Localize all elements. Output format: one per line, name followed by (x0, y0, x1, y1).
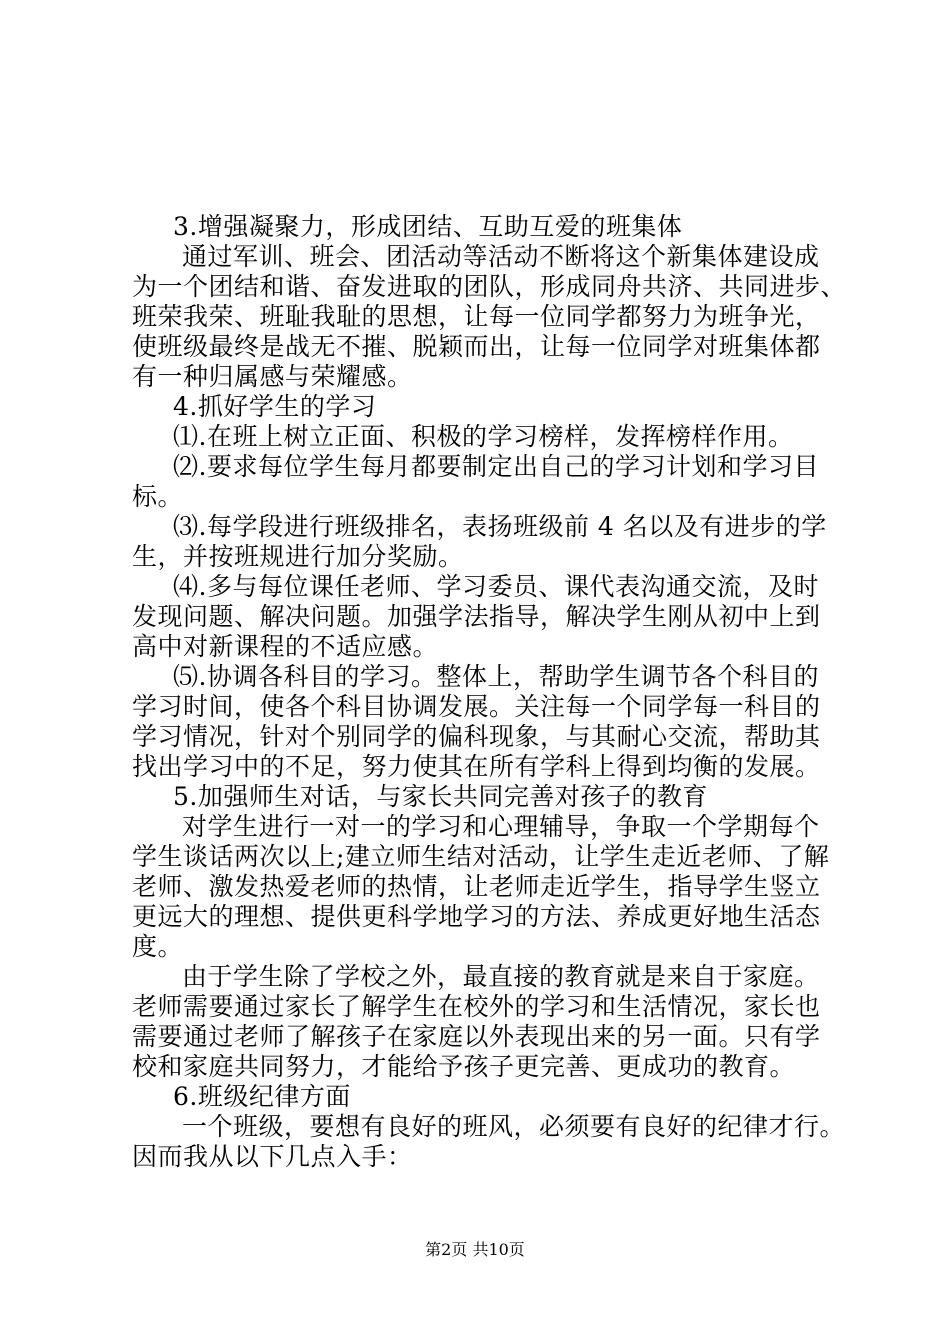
paragraph-line: 使班级最终是战无不摧、脱颖而出，让每一位同学对班集体都 (132, 332, 821, 361)
paragraph-line: 老师需要通过家长了解学生在校外的学习和生活情况，家长也 (132, 992, 821, 1021)
paragraph-line: 为一个团结和谐、奋发进取的团队，形成同舟共济、共同进步、 (132, 272, 847, 301)
paragraph-line: 由于学生除了学校之外，最直接的教育就是来自于家庭。 (182, 962, 820, 991)
list-item-3: ⑶.每学段进行班级排名，表扬班级前 4 名以及有进步的学 (173, 512, 827, 541)
paragraph-line: 更远大的理想、提供更科学地学习的方法、养成更好地生活态 (132, 902, 821, 931)
paragraph-line: 校和家庭共同努力，才能给予孩子更完善、更成功的教育。 (132, 1052, 796, 1081)
paragraph-line: 发现问题、解决问题。加强学法指导，解决学生刚从初中上到 (132, 602, 821, 631)
paragraph-line: 度。 (132, 932, 184, 961)
list-item-2: ⑵.要求每位学生每月都要制定出自己的学习计划和学习目 (173, 452, 819, 481)
paragraph-line: 标。 (132, 482, 184, 511)
heading-3-cohesion: 3.增强凝聚力，形成团结、互助互爱的班集体 (173, 212, 683, 241)
page-footer: 第2页 共10页 (425, 1240, 525, 1259)
list-item-4: ⑷.多与每位课任老师、学习委员、课代表沟通交流，及时 (173, 572, 819, 601)
paragraph-line: 通过军训、班会、团活动等活动不断将这个新集体建设成 (182, 242, 820, 271)
paragraph-line: 高中对新课程的不适应感。 (132, 632, 439, 661)
heading-6-discipline: 6.班级纪律方面 (173, 1082, 351, 1111)
heading-5-dialogue: 5.加强师生对话，与家长共同完善对孩子的教育 (173, 782, 708, 811)
list-item-5: ⑸.协调各科目的学习。整体上，帮助学生调节各个科目的 (173, 662, 819, 691)
paragraph-line: 学习时间，使各个科目协调发展。关注每一个同学每一科目的 (132, 692, 821, 721)
heading-4-study: 4.抓好学生的学习 (173, 392, 377, 421)
paragraph-line: 班荣我荣、班耻我耻的思想，让每一位同学都努力为班争光， (132, 302, 821, 331)
paragraph-line: 对学生进行一对一的学习和心理辅导，争取一个学期每个 (182, 812, 820, 841)
paragraph-line: 生，并按班规进行加分奖励。 (132, 542, 464, 571)
paragraph-line: 老师、激发热爱老师的热情，让老师走近学生，指导学生竖立 (132, 872, 821, 901)
paragraph-line: 一个班级，要想有良好的班风，必须要有良好的纪律才行。 (182, 1112, 846, 1141)
paragraph-line: 学生谈话两次以上;建立师生结对活动，让学生走近老师、了解 (132, 842, 830, 871)
paragraph-line: 因而我从以下几点入手： (132, 1142, 413, 1171)
paragraph-line: 学习情况，针对个别同学的偏科现象，与其耐心交流，帮助其 (132, 722, 821, 751)
list-item-1: ⑴.在班上树立正面、积极的学习榜样，发挥榜样作用。 (173, 422, 794, 451)
paragraph-line: 需要通过老师了解孩子在家庭以外表现出来的另一面。只有学 (132, 1022, 821, 1051)
paragraph-line: 有一种归属感与荣耀感。 (132, 362, 413, 391)
paragraph-line: 找出学习中的不足，努力使其在所有学科上得到均衡的发展。 (132, 752, 821, 781)
